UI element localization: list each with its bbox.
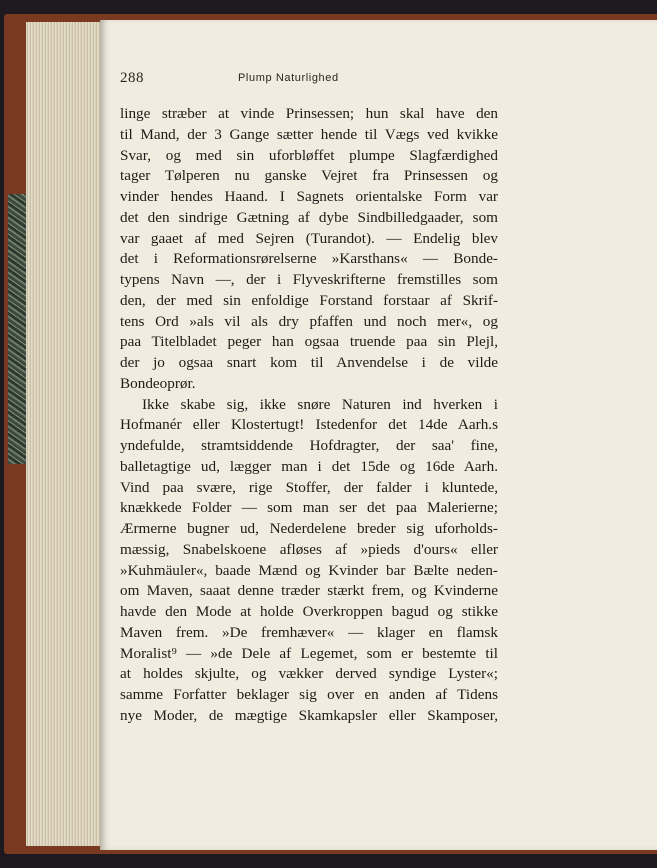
running-head: Plump Naturlighed (238, 72, 339, 84)
text-line: knækkede Folder — som man ser det paa Malerierne; (120, 499, 498, 517)
text-line: Ærmerne bugner ud, Nederdelene breder sig uforholds- (120, 520, 498, 537)
text-line: det i Reformationsrørelserne »Karsthans« — Bonde- (120, 250, 498, 268)
text-line: at holdes skjulte, og vækker derved syndige Lyster«; (120, 665, 498, 683)
text-line: Svar, og med sin uforbløffet plumpe Slagfærdighed (120, 146, 498, 164)
text-line: Bondeoprør. (120, 374, 196, 392)
text-line: tens Ord »als vil als dry pfaffen und noch mer«, og (120, 312, 498, 330)
text-line: nye Moder, de mægtige Skamkapsler eller Skamposer, (120, 706, 498, 724)
text-line: om Maven, saaat denne træder stærkt frem, og Kvinderne (120, 582, 498, 600)
text-line: Moralist⁹ — »de Dele af Legemet, som er bestemte til (120, 644, 498, 662)
text-line: den, der med sin enfoldige Forstand forstaar af Skrif- (120, 291, 498, 309)
text-line: mæssig, Snabelskoene afløses af »pieds d'ours« eller (120, 540, 498, 558)
text-line: tager Tølperen nu ganske Vejret fra Prinsessen og (120, 167, 498, 185)
text-line: linge stræber at vinde Prinsessen; hun skal have den (120, 105, 498, 122)
text-line: det den sindrige Gætning af dybe Sindbilledgaader, som (120, 208, 498, 226)
text-line: Maven frem. »De fremhæver« — klager en flamsk (120, 623, 498, 641)
text-line: havde den Mode at holde Overkroppen bagud og stikke (120, 603, 498, 620)
text-line: typens Navn —, der i Flyveskrifterne fremstilles som (120, 271, 498, 288)
text-line: vinder hendes Haand. I Sagnets orientalske Form var (120, 188, 498, 205)
text-line: paa Titelbladet peger han ogsaa truende paa sin Plejl, (120, 333, 498, 351)
text-line: til Mand, der 3 Gange sætter hende til Vægs ved kvikke (120, 125, 498, 143)
body-text (120, 104, 498, 727)
text-line: »Kuhmäuler«, baade Mænd og Kvinder bar Bælte neden- (120, 561, 498, 579)
page-number: 288 (120, 70, 144, 86)
text-line: balletagtige ud, lægger man i det 15de og 16de Aarh. (120, 457, 498, 475)
text-line: Hofmanér eller Klostertugt! Istedenfor det 14de Aarh.s (120, 416, 498, 434)
page-header (120, 70, 460, 94)
text-line: var gaaet af med Sejren (Turandot). — Endelig blev (120, 229, 498, 247)
text-line: Ikke skabe sig, ikke snøre Naturen ind hverken i (142, 395, 498, 413)
page-edges (26, 22, 102, 846)
text-line: der jo ogsaa snart kom til Anvendelse i de vilde (120, 354, 498, 371)
text-line: Vind paa svære, rige Stoffer, der falder i kluntede, (120, 478, 498, 496)
text-line: yndefulde, stramtsiddende Hofdragter, der saa' fine, (120, 437, 498, 454)
text-line: samme Forfatter beklager sig over en anden af Tidens (120, 686, 498, 703)
